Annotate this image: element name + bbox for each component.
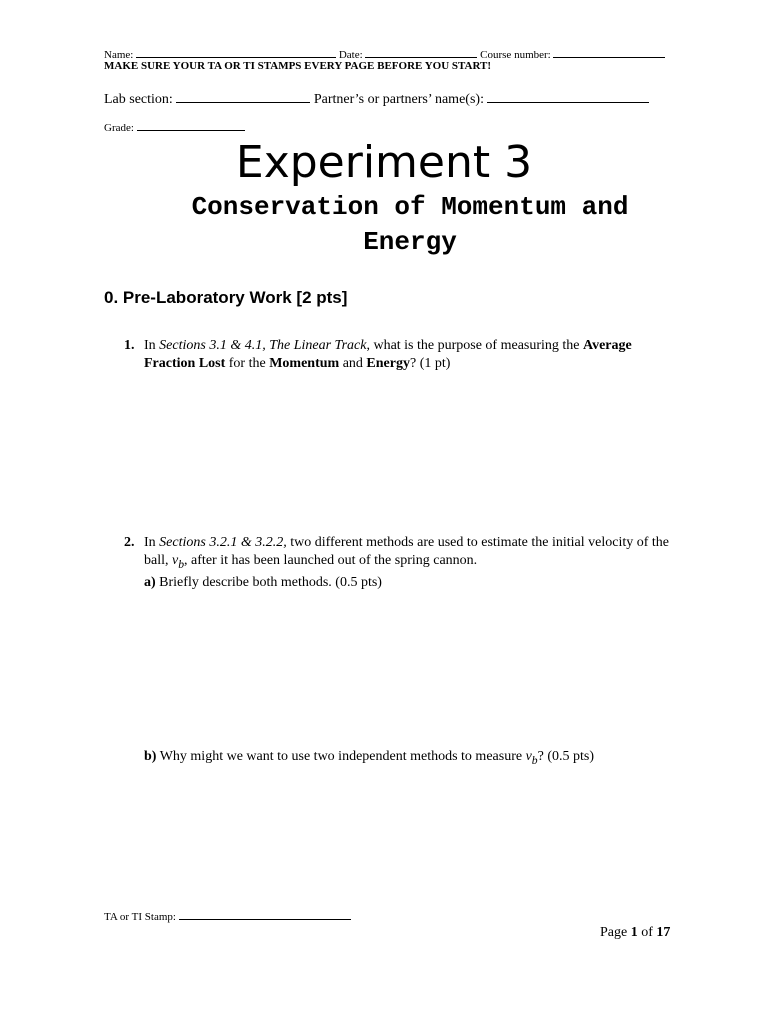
text-fragment: , after it has been launched out of the spring cannon. <box>184 553 478 568</box>
emphasis: Energy <box>366 356 410 371</box>
header-row-1 <box>104 47 665 61</box>
page-current: 1 <box>630 925 638 940</box>
text-fragment: for the <box>228 356 266 371</box>
text-fragment: two different methods are used to estimate the initial velocity of the ball, <box>144 535 670 568</box>
velocity-symbol <box>172 553 185 571</box>
text-fragment: , what is the purpose of measuring the <box>366 338 580 353</box>
text-fragment: and <box>342 356 363 371</box>
grade-blank[interactable] <box>137 120 245 131</box>
header-row-2 <box>104 90 649 108</box>
name-label: Name: <box>104 49 134 61</box>
question-text <box>144 534 684 592</box>
subquestion-text: Briefly describe both methods. (0.5 pts) <box>159 574 382 590</box>
section-heading: 0. Pre-Laboratory Work [2 pts] <box>104 288 348 307</box>
lab-section-blank[interactable] <box>176 90 310 103</box>
page-total: 17 <box>656 925 671 940</box>
symbol-subscript: b <box>178 557 185 571</box>
emphasis: Average Fraction Lost <box>144 338 632 371</box>
page-title: Experiment 3 <box>235 137 533 188</box>
velocity-symbol <box>525 749 538 767</box>
date-label: Date: <box>338 49 363 61</box>
text-fragment: In <box>144 338 156 353</box>
subquestion-label: b) <box>144 749 157 764</box>
course-number-label: Course number: <box>480 49 551 61</box>
stamp-blank[interactable] <box>179 909 351 920</box>
stamp-label: TA or TI Stamp: <box>104 911 176 923</box>
symbol-v: v <box>525 749 532 764</box>
question-2a <box>144 574 684 592</box>
of-word: of <box>641 925 653 940</box>
grade-label: Grade: <box>104 122 134 134</box>
question-number: 1. <box>124 338 135 353</box>
page-word: Page <box>600 925 628 940</box>
grade-row <box>104 120 245 134</box>
text-fragment: In <box>144 535 156 550</box>
name-blank[interactable] <box>136 47 336 58</box>
subquestion-label: a) <box>144 574 156 590</box>
text-fragment: ? (0.5 pts) <box>537 749 595 764</box>
text-fragment: ? (1 pt) <box>409 356 451 371</box>
lab-section-label: Lab section: <box>104 92 173 107</box>
symbol-subscript: b <box>531 753 538 767</box>
emphasis: Momentum <box>269 356 340 371</box>
question-1 <box>124 337 684 373</box>
question-2b <box>144 748 594 770</box>
date-blank[interactable] <box>365 47 477 58</box>
stamp-row <box>104 909 351 923</box>
page-number <box>600 925 670 941</box>
partner-label: Partner’s or partners’ name(s): <box>313 92 484 107</box>
subquestion-text: Why might we want to use two independent methods to measure <box>159 749 523 764</box>
partner-blank[interactable] <box>487 90 649 103</box>
question-text <box>144 337 684 373</box>
question-number: 2. <box>124 535 135 550</box>
page-subtitle: Conservation of Momentum and Energy <box>191 192 629 257</box>
course-number-blank[interactable] <box>553 47 665 58</box>
question-2 <box>124 534 684 592</box>
section-reference: Sections 3.2.1 & 3.2.2, <box>159 535 287 550</box>
section-reference: Sections 3.1 & 4.1, The Linear Track <box>159 338 367 353</box>
stamp-warning: MAKE SURE YOUR TA OR TI STAMPS EVERY PAGE BEFORE YOU START! <box>104 60 492 72</box>
symbol-v: v <box>172 553 179 568</box>
